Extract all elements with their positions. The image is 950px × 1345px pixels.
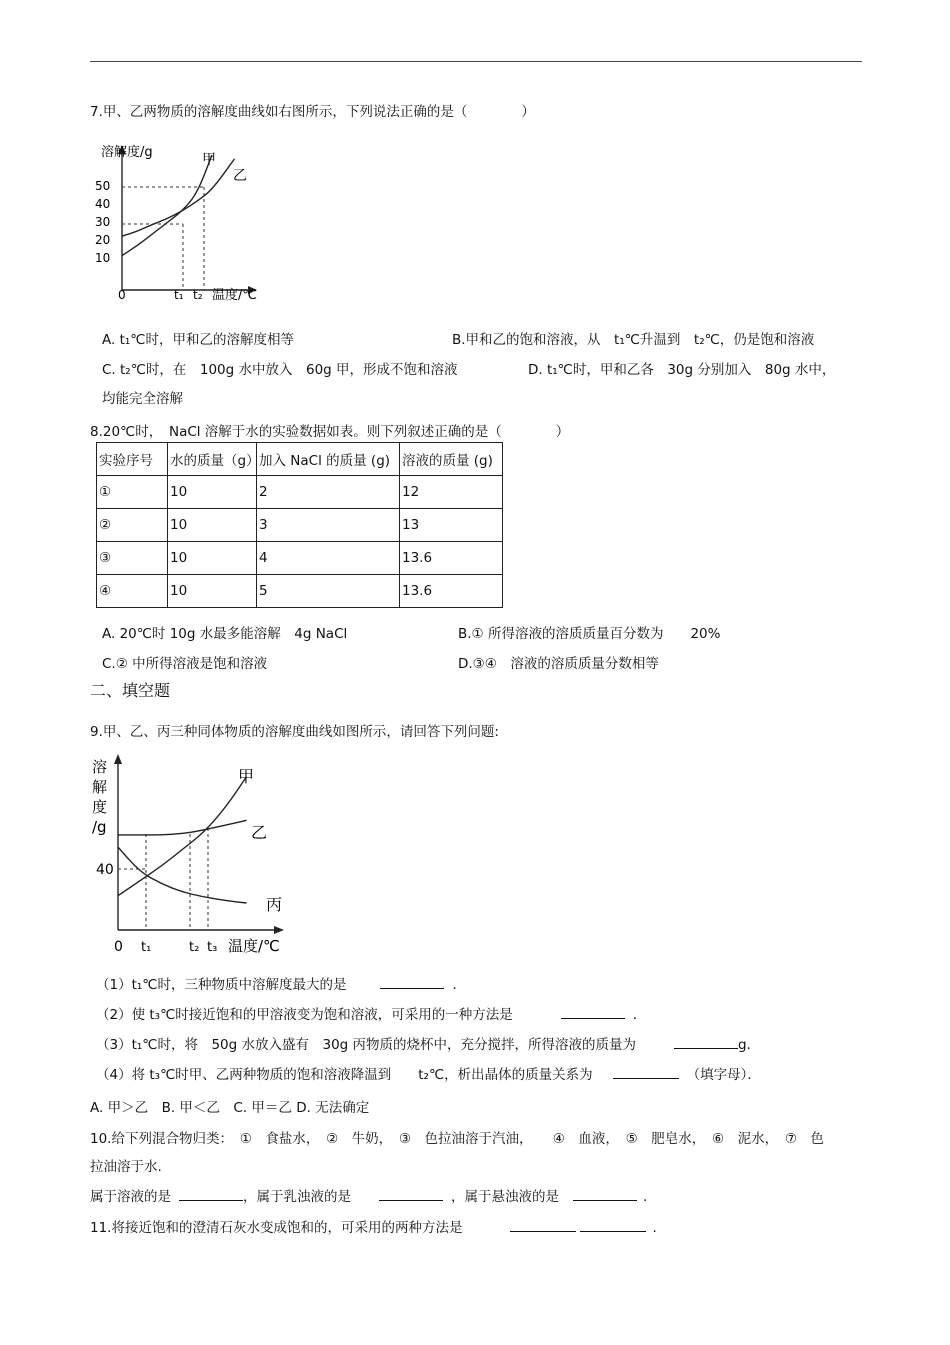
q10-line2: 拉油溶于水. [90,1159,162,1175]
q9-sub2-text: （2）使 t₃℃时接近饱和的甲溶液变为饱和溶液，可采用的一种方法是 [96,1007,513,1023]
q11-line [90,1216,657,1236]
q9-label-bing: 丙 [266,895,283,914]
q10-line3 [90,1185,647,1205]
q9-choices: A. 甲＞乙 B. 甲＜乙 C. 甲＝乙 D. 无法确定 [90,1100,370,1116]
q9-sub1-blank[interactable] [380,976,444,989]
q9-sub3-blank[interactable] [674,1036,738,1049]
q9-origin: 0 [114,939,123,955]
table-row [97,575,503,608]
q10-emulsion-blank[interactable] [379,1188,443,1201]
q7-origin: 0 [118,288,126,302]
q9-y-arrow [114,754,122,764]
table-cell: 3 [257,509,400,542]
q7-option-c[interactable]: C. t₂℃时，在 100g 水中放入 60g 甲，形成不饱和溶液 [102,362,458,378]
table-cell: 4 [257,542,400,575]
table-header-cell: 溶液的质量 (g) [400,443,503,476]
q7-curve-jia [122,155,212,256]
q7-option-d[interactable]: D. t₁℃时，甲和乙各 30g 分别加入 80g 水中， [528,362,836,378]
q9-xtick-t1: t₁ [141,940,152,955]
q9-curve-jia [118,777,247,896]
q7-xtick-t1: t₁ [174,288,184,302]
q9-ylabel-char: 度 [92,798,108,816]
q9-sub4-blank[interactable] [613,1066,679,1079]
q7-label-yi: 乙 [233,168,247,184]
q9-sub1-text: （1）t₁℃时，三种物质中溶解度最大的是 [96,977,347,993]
q9-sub4-text: （4）将 t₃℃时甲、乙两种物质的饱和溶液降温到 t₂℃，析出晶体的质量关系为 [96,1067,593,1083]
q8-option-a[interactable]: A. 20℃时 10g 水最多能溶解 4g NaCl [102,626,348,642]
table-cell: ④ [97,575,168,608]
q8-data-table [96,442,503,608]
q8-option-b[interactable]: B.① 所得溶液的溶质质量百分数为 20% [458,626,721,642]
table-row [97,542,503,575]
table-cell: ③ [97,542,168,575]
q7-option-d-cont: 均能完全溶解 [102,391,183,407]
q7-option-a[interactable]: A. t₁℃时，甲和乙的溶解度相等 [102,332,294,348]
q7-option-b[interactable]: B.甲和乙的饱和溶液，从 t₁℃升温到 t₂℃，仍是饱和溶液 [452,332,815,348]
q9-xlabel: 温度/℃ [228,937,280,955]
q9-ylabel-char: 溶 [92,758,108,776]
table-cell: ① [97,476,168,509]
table-row [97,509,503,542]
table-row [97,476,503,509]
q7-stem: 7.甲、乙两物质的溶解度曲线如右图所示，下列说法正确的是（ ） [90,104,535,120]
q8-stem: 8.20℃时， NaCl 溶解于水的实验数据如表。则下列叙述正确的是（ ） [90,424,570,440]
q10-suspension-blank[interactable] [573,1188,637,1201]
q9-sub3-text: （3）t₁℃时，将 50g 水放入盛有 30g 丙物质的烧杯中，充分搅拌，所得溶液的质量为 [96,1037,637,1053]
q9-sub1 [96,973,466,993]
q7-ytick-20: 20 [95,233,111,247]
q10-line1: 10.给下列混合物归类： ① 食盐水， ② 牛奶， ③ 色拉油溶于汽油， ④ 血液， ⑤ 肥皂水， ⑥ 泥水， ⑦ 色 [90,1131,824,1147]
q9-ytick-40: 40 [96,862,114,878]
q8-option-d[interactable]: D.③④ 溶液的溶质质量分数相等 [458,656,659,672]
q9-solubility-chart [88,752,308,962]
q7-label-jia: 甲 [202,152,216,168]
table-cell: 13 [400,509,503,542]
q7-xtick-t2: t₂ [193,288,203,302]
q7-ylabel: 溶解度/g [101,145,153,160]
q9-xtick-t2: t₂ [189,940,200,955]
q10-solution-blank[interactable] [179,1188,243,1201]
table-cell: 13.6 [400,542,503,575]
table-header-row [97,443,503,476]
q7-solubility-chart [92,140,282,310]
q10-suspension-label: ，属于悬浊液的是 [451,1189,559,1205]
section-title: 二、填空题 [90,681,171,700]
table-cell: 12 [400,476,503,509]
table-cell: 10 [168,542,257,575]
q9-sub4 [96,1063,761,1083]
q9-ylabel-char: 解 [92,778,108,796]
q11-blank-2[interactable] [580,1219,646,1232]
q9-sub3-end: g． [738,1037,761,1053]
q10-emulsion-label: ，属于乳浊液的是 [243,1189,351,1205]
table-header-cell: 水的质量（g） [168,443,257,476]
q7-ytick-30: 30 [95,215,111,229]
q10-end: . [643,1189,648,1205]
table-cell: ② [97,509,168,542]
q7-ytick-50: 50 [95,179,111,193]
q9-curve-bing [118,847,247,903]
q9-curve-yi [118,820,247,835]
q9-sub2-blank[interactable] [561,1006,625,1019]
q7-curve-yi [122,159,235,236]
table-header-cell: 实验序号 [97,443,168,476]
header-rule [90,61,862,62]
table-cell: 10 [168,509,257,542]
table-cell: 13.6 [400,575,503,608]
q9-x-arrow [274,926,284,934]
q9-sub2 [96,1003,646,1023]
table-cell: 5 [257,575,400,608]
q9-sub4-end: （填字母）． [686,1067,761,1083]
q7-ytick-40: 40 [95,197,111,211]
q10-solution-label: 属于溶液的是 [90,1189,171,1205]
q9-sub1-end: ． [452,977,466,993]
q8-option-c[interactable]: C.② 中所得溶液是饱和溶液 [102,656,268,672]
table-cell: 2 [257,476,400,509]
q9-ylabel-char: /g [92,818,107,836]
q7-xlabel: 温度/℃ [212,288,257,303]
q9-stem: 9.甲、乙、丙三种同体物质的溶解度曲线如图所示，请回答下列问题: [90,724,499,740]
q11-blank-1[interactable] [510,1219,576,1232]
q7-ytick-10: 10 [95,251,111,265]
table-cell: 10 [168,575,257,608]
q9-sub3 [96,1033,760,1053]
table-header-cell: 加入 NaCl 的质量 (g) [257,443,400,476]
table-cell: 10 [168,476,257,509]
q9-xtick-t3: t₃ [207,940,218,955]
q11-stem: 11.将接近饱和的澄清石灰水变成饱和的，可采用的两种方法是 [90,1220,463,1236]
q9-label-yi: 乙 [251,823,268,842]
q11-end: . [652,1220,657,1236]
q9-label-jia: 甲 [238,767,255,786]
q9-sub2-end: ． [632,1007,647,1023]
